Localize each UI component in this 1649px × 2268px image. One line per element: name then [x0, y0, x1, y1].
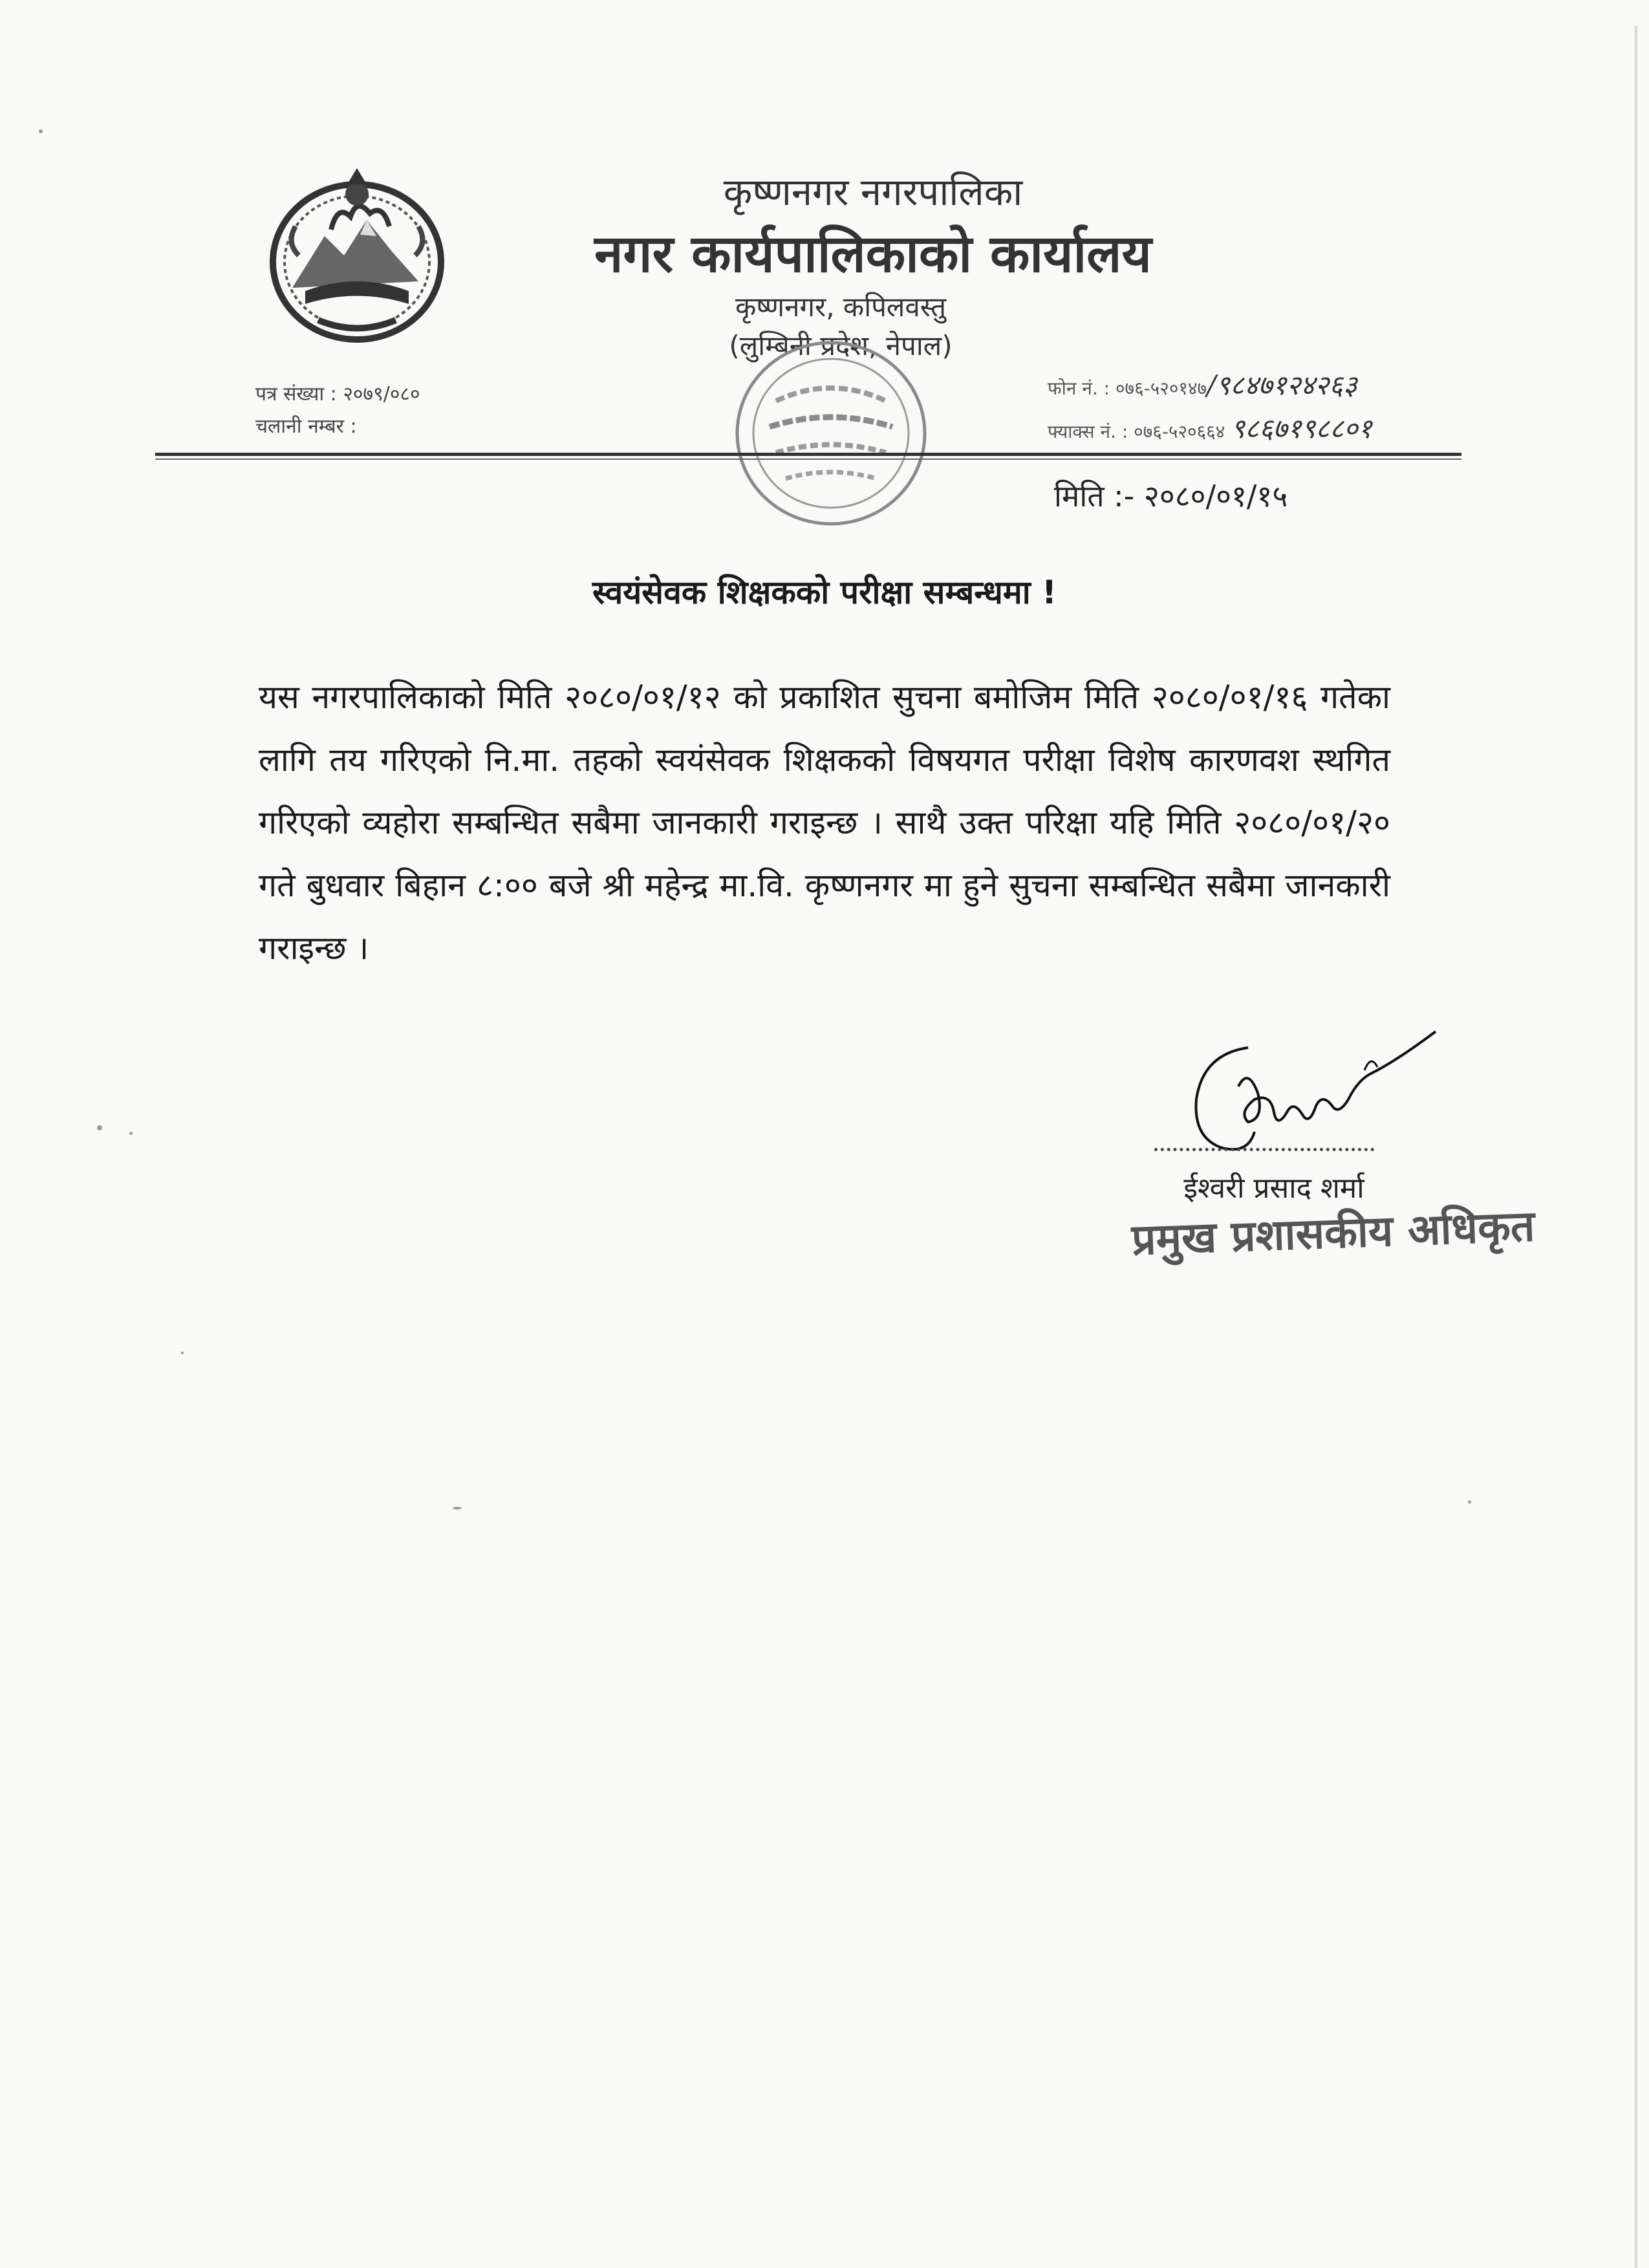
scan-speck	[453, 1507, 462, 1509]
signer-title-stamp: प्रमुख प्रशासकीय अधिकृत	[1130, 1201, 1536, 1265]
phone-handwritten: /९८४७१२४२६३	[1207, 369, 1357, 401]
scan-speck	[1468, 1500, 1471, 1504]
signature-line	[1154, 1148, 1374, 1151]
dispatch-number: चलानी नम्बर :	[255, 415, 357, 438]
scan-speck	[129, 1132, 133, 1135]
header-rule-thin	[155, 459, 1461, 460]
municipality-name: कृष्णनगर नगरपालिका	[723, 170, 1023, 214]
government-emblem-icon	[253, 158, 460, 352]
letter-date: मिति :- २०८०/०१/१५	[1054, 479, 1288, 513]
letter-body: यस नगरपालिकाको मिति २०८०/०१/१२ को प्रकाशित सुचना बमोजिम मिति २०८०/०१/१६ गतेका लागि तय गरिएको नि.मा. तहको स्वयंसेवक शिक्षकको विषयगत परीक्षा विशेष कारणवश स्थगित गरिएको व्यहोरा सम्बन्धित सबैमा जानकारी गराइन्छ । साथै उक्त परिक्षा यहि मिति २०८०/०१/२० गते बुधवार बिहान ८:०० बजे श्री महेन्द्र मा.वि. कृष्णनगर मा हुने सुचना सम्बन्धित सबैमा जानकारी गराइन्छ ।	[259, 678, 1390, 967]
signature-icon	[1177, 1009, 1481, 1177]
scan-speck	[97, 1125, 102, 1130]
contact-block	[1048, 365, 1372, 452]
address-line-2: (लुम्बिनी प्रदेश, नेपाल)	[729, 330, 953, 362]
ref-number: पत्र संख्या : २०७९/०८०	[255, 383, 420, 405]
letter-subject: स्वयंसेवक शिक्षकको परीक्षा सम्बन्धमा !	[592, 574, 1057, 611]
scan-speck	[181, 1352, 184, 1354]
office-round-stamp-icon	[724, 330, 938, 537]
header-rule	[155, 453, 1461, 456]
scan-speck	[39, 129, 43, 133]
address-line-1: कृष्णनगर, कपिलवस्तु	[735, 291, 947, 323]
fax-label: फ्याक्स नं. : ०७६-५२०६६४	[1048, 421, 1225, 442]
scan-edge	[1635, 26, 1637, 2268]
fax-handwritten: ९८६७१९८८०१	[1231, 413, 1372, 444]
phone-line	[1048, 365, 1372, 409]
signer-name: ईश्वरी प्रसाद शर्मा	[1183, 1172, 1364, 1205]
office-name: नगर कार्यपालिकाको कार्यालय	[594, 224, 1152, 284]
phone-label: फोन नं. : ०७६-५२०१४७	[1048, 378, 1207, 399]
reference-block	[255, 378, 420, 443]
fax-line	[1048, 409, 1372, 452]
